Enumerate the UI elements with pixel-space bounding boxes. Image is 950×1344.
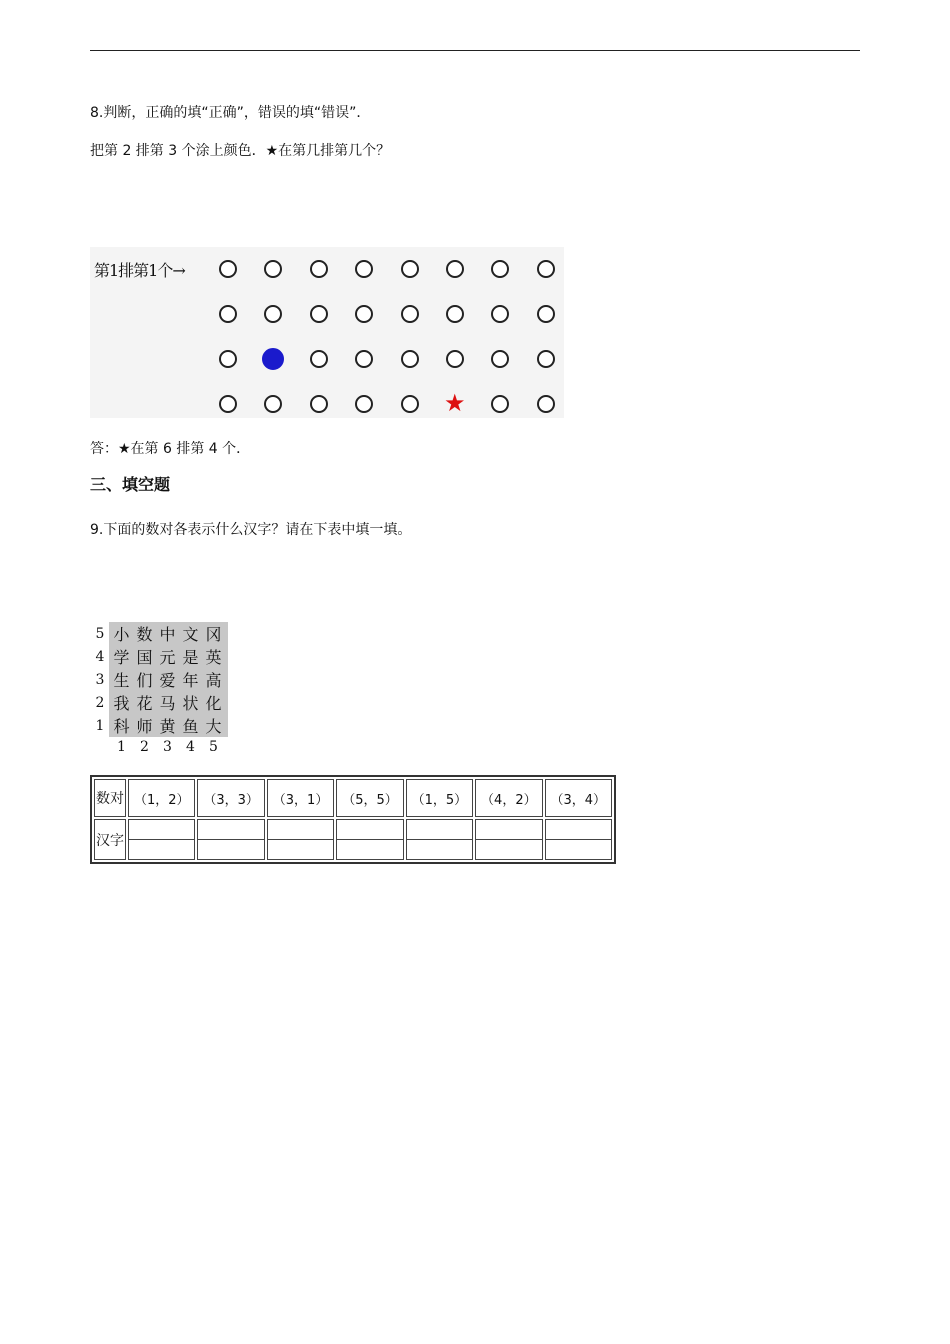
row-label: 3	[95, 672, 105, 688]
empty-dot	[491, 350, 509, 368]
empty-dot	[491, 395, 509, 413]
empty-dot	[310, 395, 328, 413]
question-8-instruction: 把第 2 排第 3 个涂上颜色．★在第几排第几个？	[90, 143, 391, 159]
pair-cell: （3，3）	[197, 779, 264, 817]
row-label: 5	[95, 626, 105, 642]
grid-character: 师	[136, 717, 153, 736]
question-8-prompt: 8.判断，正确的填“正确”，错误的填“错误”．	[90, 105, 371, 121]
grid-character: 数	[136, 625, 153, 644]
grid-character: 小	[113, 625, 130, 644]
grid-character: 爱	[159, 671, 176, 690]
grid-character: 年	[182, 671, 199, 690]
answer-cell[interactable]	[406, 819, 473, 860]
answer-cell[interactable]	[545, 819, 612, 860]
empty-dot	[355, 350, 373, 368]
empty-dot	[446, 305, 464, 323]
column-label: 5	[209, 739, 218, 755]
answer-table	[90, 775, 616, 864]
grid-character: 们	[136, 671, 153, 690]
section-heading: 三、填空题	[90, 475, 171, 494]
star-icon: ★	[444, 389, 466, 417]
answer-cell[interactable]	[336, 819, 403, 860]
empty-dot	[537, 305, 555, 323]
empty-dot	[219, 305, 237, 323]
empty-dot	[355, 395, 373, 413]
empty-dot	[264, 395, 282, 413]
pair-cell: （3，4）	[545, 779, 612, 817]
question-9-prompt: 9.下面的数对各表示什么汉字？请在下表中填一填。	[90, 522, 412, 538]
grid-character: 英	[205, 648, 222, 667]
grid-character: 元	[159, 648, 176, 667]
empty-dot	[219, 350, 237, 368]
pair-cell: （1，5）	[406, 779, 473, 817]
character-grid-figure	[90, 622, 232, 756]
grid-character: 花	[136, 694, 153, 713]
filled-dot	[262, 348, 284, 370]
grid-character: 化	[205, 694, 222, 713]
empty-dot	[537, 260, 555, 278]
grid-character: 中	[159, 625, 176, 644]
row-label: 2	[95, 695, 105, 711]
empty-dot	[264, 260, 282, 278]
empty-dot	[491, 260, 509, 278]
pair-cell: （4，2）	[475, 779, 542, 817]
grid-character: 国	[136, 648, 153, 667]
empty-dot	[401, 395, 419, 413]
empty-dot	[310, 260, 328, 278]
dot-grid-figure	[90, 247, 564, 418]
empty-dot	[219, 260, 237, 278]
empty-dot	[446, 350, 464, 368]
grid-character: 我	[113, 694, 130, 713]
character-grid-panel	[109, 622, 228, 737]
empty-dot	[401, 260, 419, 278]
question-8-answer: 答：★在第 6 排第 4 个．	[90, 441, 251, 457]
row-label: 1	[95, 718, 105, 734]
column-label: 4	[186, 739, 195, 755]
grid-character: 黄	[159, 717, 176, 736]
grid-character: 学	[113, 648, 130, 667]
pair-cell: （3，1）	[267, 779, 334, 817]
column-label: 1	[117, 739, 126, 755]
answer-cell[interactable]	[475, 819, 542, 860]
empty-dot	[355, 305, 373, 323]
grid-character: 状	[182, 694, 199, 713]
empty-dot	[264, 305, 282, 323]
empty-dot	[310, 350, 328, 368]
empty-dot	[401, 350, 419, 368]
grid-character: 科	[113, 717, 130, 736]
grid-character: 大	[205, 717, 222, 736]
pair-cell: （5，5）	[336, 779, 403, 817]
header-rule	[90, 50, 860, 51]
pair-row-header: 数对	[94, 779, 126, 817]
empty-dot	[491, 305, 509, 323]
empty-dot	[355, 260, 373, 278]
grid-character: 冈	[205, 625, 222, 644]
column-label: 2	[140, 739, 149, 755]
grid-character: 鱼	[182, 717, 199, 736]
grid-character: 马	[159, 694, 176, 713]
answer-cell[interactable]	[128, 819, 195, 860]
grid-character: 是	[182, 648, 199, 667]
pair-row	[94, 779, 612, 817]
answer-cell[interactable]	[267, 819, 334, 860]
empty-dot	[401, 305, 419, 323]
grid-character: 生	[113, 671, 130, 690]
empty-dot	[310, 305, 328, 323]
first-dot-label: 第1排第1个→	[94, 261, 185, 280]
answer-cell[interactable]	[197, 819, 264, 860]
grid-character: 高	[205, 671, 222, 690]
pair-cell: （1，2）	[128, 779, 195, 817]
column-label: 3	[163, 739, 172, 755]
empty-dot	[219, 395, 237, 413]
row-label: 4	[95, 649, 105, 665]
answer-row	[94, 819, 612, 860]
empty-dot	[537, 395, 555, 413]
empty-dot	[446, 260, 464, 278]
answer-row-header: 汉字	[94, 819, 126, 860]
empty-dot	[537, 350, 555, 368]
grid-character: 文	[182, 625, 199, 644]
